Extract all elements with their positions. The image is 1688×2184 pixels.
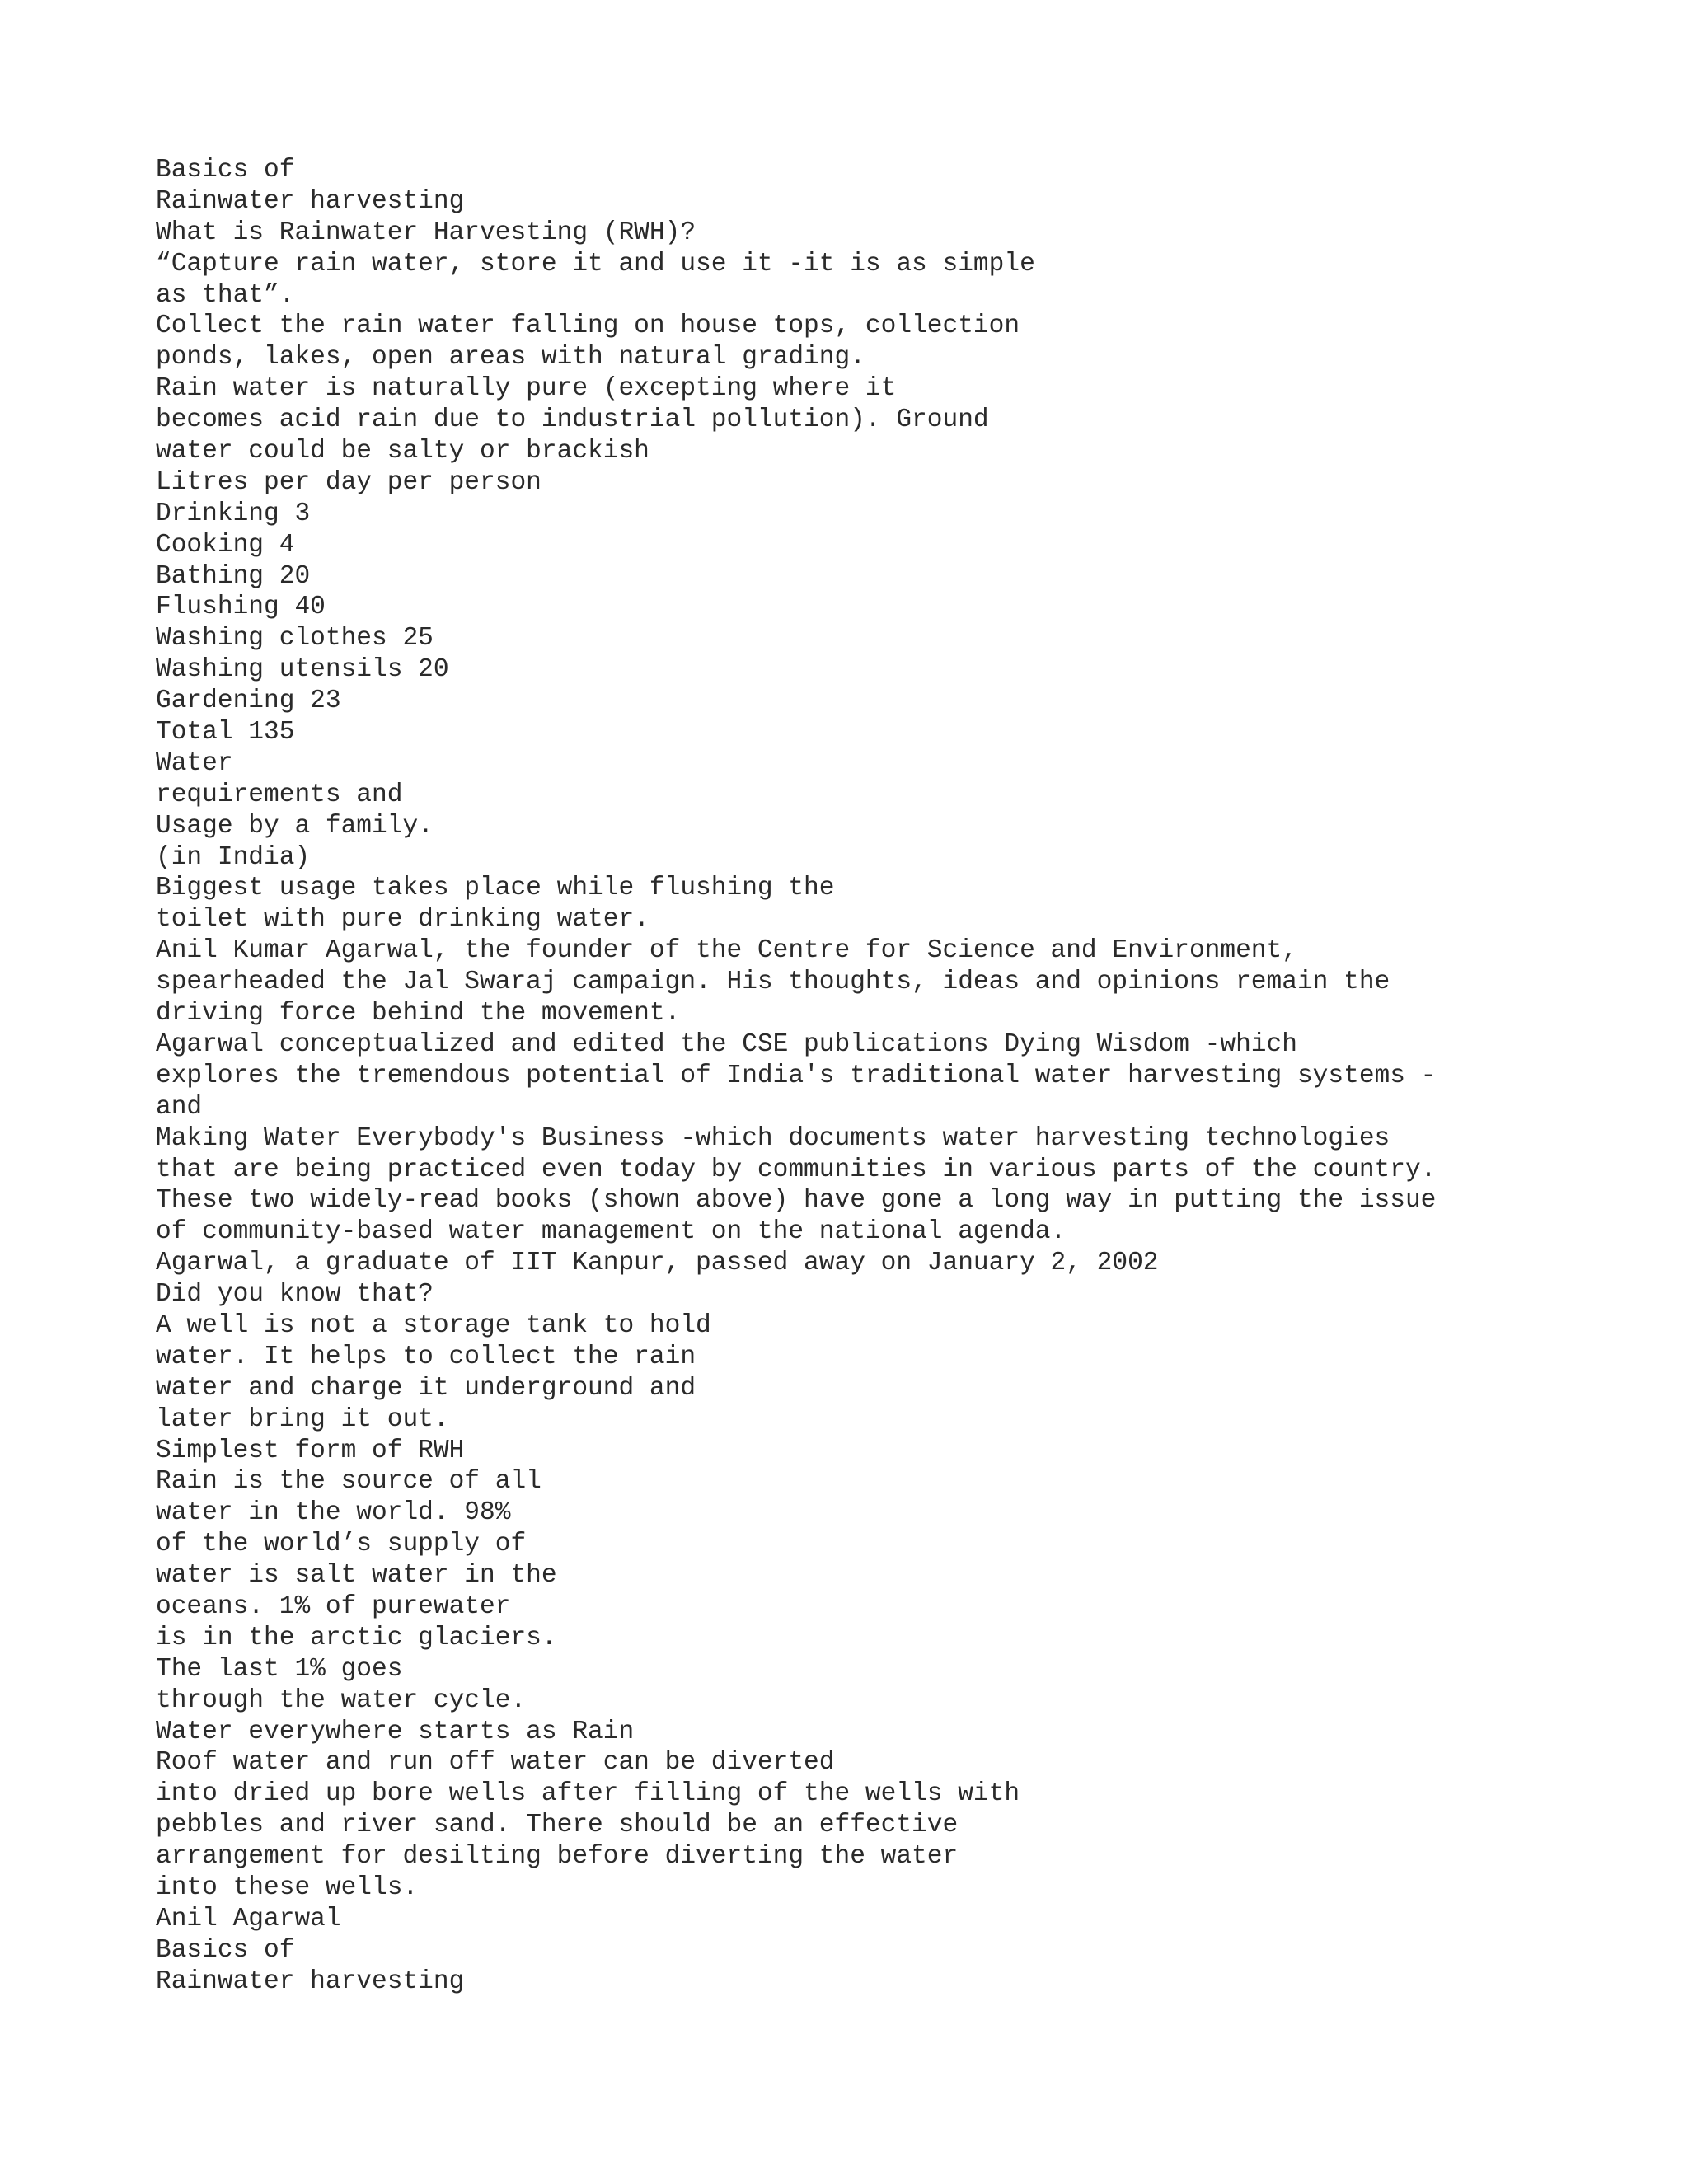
- document-page: [156, 155, 1656, 1998]
- usage-row: Washing utensils 20: [156, 655, 449, 685]
- section-heading: What is Rainwater Harvesting (RWH)?: [156, 218, 696, 247]
- text-line: “Capture rain water, store it and use it -it is as simple: [156, 249, 1035, 279]
- text-line: Usage by a family.: [156, 811, 434, 841]
- text-line: as that”.: [156, 280, 295, 310]
- text-line: Roof water and run off water can be diverted: [156, 1748, 835, 1778]
- usage-table-header: Litres per day per person: [156, 467, 542, 497]
- footer-title-line-2: Rainwater harvesting: [156, 1966, 465, 1996]
- text-line: Biggest usage takes place while flushing the: [156, 874, 835, 903]
- text-line: explores the tremendous potential of India's traditional water harvesting systems -: [156, 1061, 1437, 1090]
- text-line: Making Water Everybody's Business -which documents water harvesting technologies: [156, 1123, 1390, 1153]
- text-line: Anil Agarwal: [156, 1904, 341, 1933]
- usage-row: Cooking 4: [156, 530, 295, 560]
- text-line: of community-based water management on the national agenda.: [156, 1217, 1067, 1247]
- text-line: Anil Kumar Agarwal, the founder of the Centre for Science and Environment,: [156, 936, 1297, 966]
- text-line: water could be salty or brackish: [156, 437, 649, 466]
- text-line: through the water cycle.: [156, 1685, 527, 1715]
- text-line: pebbles and river sand. There should be an effective: [156, 1811, 959, 1840]
- text-line: A well is not a storage tank to hold: [156, 1310, 711, 1340]
- text-line: requirements and: [156, 780, 403, 809]
- text-line: Water: [156, 748, 233, 778]
- usage-row: Bathing 20: [156, 561, 311, 591]
- text-line: Rain water is naturally pure (excepting where it: [156, 374, 897, 404]
- text-line: later bring it out.: [156, 1404, 449, 1434]
- text-line: that are being practiced even today by communities in various parts of the country.: [156, 1155, 1437, 1184]
- text-line: arrangement for desilting before diverting the water: [156, 1842, 959, 1872]
- text-line: (in India): [156, 842, 311, 872]
- usage-total: Total 135: [156, 718, 295, 748]
- usage-row: Washing clothes 25: [156, 624, 434, 654]
- text-line: and: [156, 1092, 203, 1122]
- text-line: driving force behind the movement.: [156, 999, 681, 1029]
- usage-row: Gardening 23: [156, 687, 341, 716]
- title-line-2: Rainwater harvesting: [156, 186, 465, 216]
- text-line: Collect the rain water falling on house tops, collection: [156, 312, 1020, 341]
- text-line: water and charge it underground and: [156, 1373, 696, 1403]
- text-line: oceans. 1% of purewater: [156, 1591, 511, 1621]
- text-line: water. It helps to collect the rain: [156, 1342, 696, 1371]
- text-line: The last 1% goes: [156, 1654, 403, 1684]
- text-line: Rain is the source of all: [156, 1467, 542, 1497]
- text-line: into dried up bore wells after filling of the wells with: [156, 1779, 1020, 1809]
- text-line: toilet with pure drinking water.: [156, 905, 649, 935]
- footer-title-line-1: Basics of: [156, 1935, 295, 1965]
- title-line-1: Basics of: [156, 156, 295, 185]
- text-line: Simplest form of RWH: [156, 1436, 465, 1465]
- text-line: water is salt water in the: [156, 1561, 557, 1591]
- text-line: becomes acid rain due to industrial pollution). Ground: [156, 405, 989, 435]
- text-line: Agarwal, a graduate of IIT Kanpur, passed away on January 2, 2002: [156, 1249, 1159, 1278]
- text-line: of the world’s supply of: [156, 1530, 527, 1559]
- text-line: spearheaded the Jal Swaraj campaign. His thoughts, ideas and opinions remain the: [156, 968, 1390, 997]
- usage-row: Drinking 3: [156, 499, 311, 528]
- text-line: into these wells.: [156, 1872, 419, 1902]
- text-line: These two widely-read books (shown above) have gone a long way in putting the issue: [156, 1186, 1437, 1216]
- text-line: is in the arctic glaciers.: [156, 1623, 557, 1652]
- text-line: Water everywhere starts as Rain: [156, 1717, 635, 1746]
- usage-row: Flushing 40: [156, 593, 326, 622]
- text-line: ponds, lakes, open areas with natural grading.: [156, 343, 865, 373]
- text-line: Agarwal conceptualized and edited the CSE publications Dying Wisdom -which: [156, 1029, 1297, 1059]
- text-line: Did you know that?: [156, 1280, 434, 1310]
- text-line: water in the world. 98%: [156, 1498, 511, 1528]
